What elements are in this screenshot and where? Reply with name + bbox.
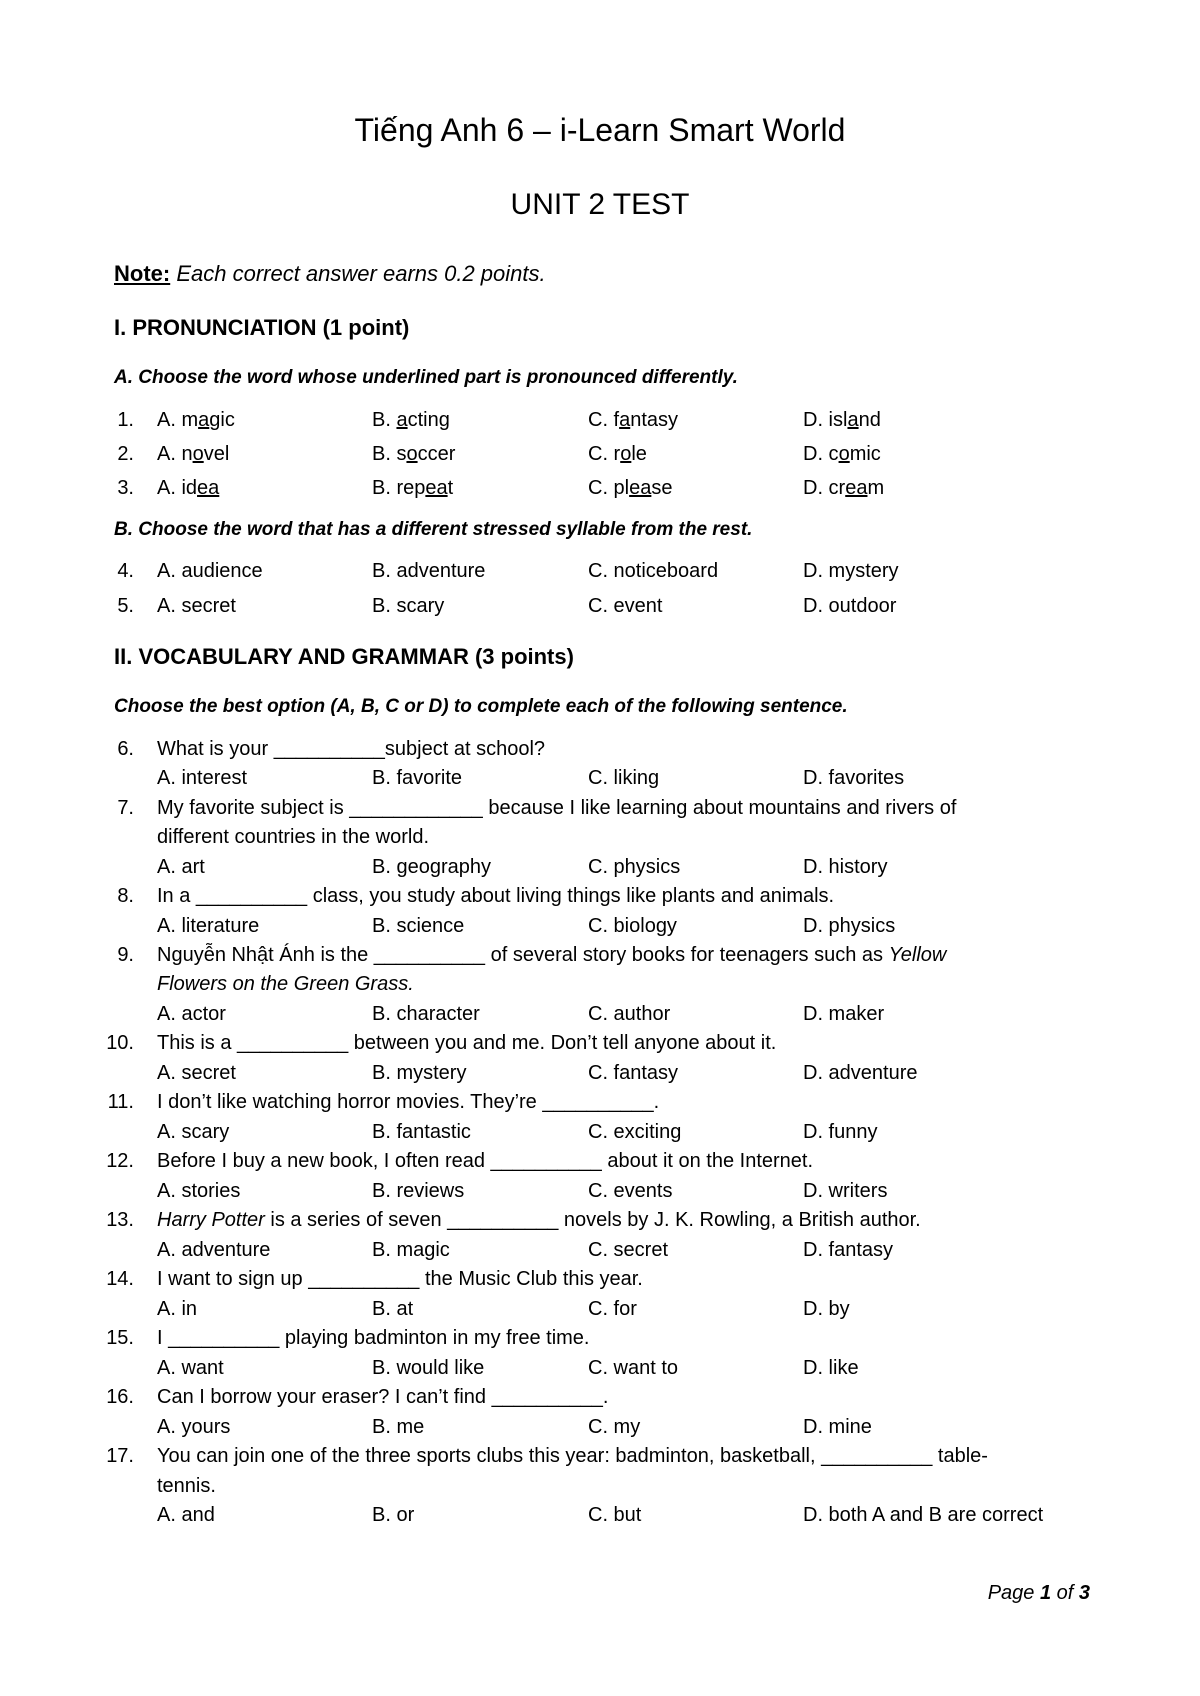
question-text: Before I buy a new book, I often read __________ about it on the Internet.: [157, 1150, 814, 1172]
question-stem: [0, 738, 1200, 766]
option-a: A. literature: [157, 915, 260, 937]
option-c: C. role: [588, 443, 647, 465]
option-a: A. yours: [157, 1416, 231, 1438]
question-text: different countries in the world.: [157, 826, 430, 848]
test-title: UNIT 2 TEST: [510, 188, 690, 221]
option-a: A. idea: [157, 477, 220, 499]
option-c: C. events: [588, 1180, 673, 1202]
option-d: D. history: [803, 856, 888, 878]
question-row: [0, 409, 1200, 437]
option-d: D. maker: [803, 1003, 885, 1025]
option-d: D. mine: [803, 1416, 872, 1438]
options-row: [0, 1062, 1200, 1090]
option-d: D. favorites: [803, 767, 905, 789]
question-number: 9.: [117, 944, 134, 966]
option-d: D. funny: [803, 1121, 878, 1143]
note-text: Each correct answer earns 0.2 points.: [170, 261, 546, 286]
question-number: 3.: [117, 477, 134, 499]
option-a: A. secret: [157, 595, 236, 617]
option-b: B. science: [372, 915, 465, 937]
option-b: B. fantastic: [372, 1121, 471, 1143]
option-c: C. exciting: [588, 1121, 682, 1143]
question-number: 16.: [106, 1386, 134, 1408]
option-b: B. reviews: [372, 1180, 465, 1202]
option-a: A. magic: [157, 409, 235, 431]
question-stem-continued: [0, 973, 1200, 1001]
option-c: C. want to: [588, 1357, 679, 1379]
question-number: 12.: [106, 1150, 134, 1172]
question-number: 13.: [106, 1209, 134, 1231]
option-d: D. island: [803, 409, 881, 431]
option-d: D. by: [803, 1298, 850, 1320]
footer-current-page: 1: [1039, 1582, 1052, 1604]
option-b: B. favorite: [372, 767, 463, 789]
section-heading-vocabulary: II. VOCABULARY AND GRAMMAR (3 points): [114, 644, 574, 669]
footer-page-label: Page: [987, 1582, 1040, 1604]
option-a: A. secret: [157, 1062, 236, 1084]
options-row: [0, 1121, 1200, 1149]
option-a: A. scary: [157, 1121, 230, 1143]
question-stem: [0, 885, 1200, 913]
question-text: tennis.: [157, 1475, 216, 1497]
question-text: This is a __________ between you and me. Don’t tell anyone about it.: [157, 1032, 777, 1054]
question-row: [0, 477, 1200, 505]
question-number: 5.: [117, 595, 134, 617]
question-number: 11.: [107, 1091, 134, 1113]
question-number: 7.: [117, 797, 134, 819]
option-a: A. novel: [157, 443, 230, 465]
option-c: C. please: [588, 477, 673, 499]
options-row: [0, 1003, 1200, 1031]
question-stem: [0, 797, 1200, 825]
option-c: C. biology: [588, 915, 677, 937]
instruction-part-b: B. Choose the word that has a different stressed syllable from the rest.: [114, 519, 753, 540]
section-heading-pronunciation: I. PRONUNCIATION (1 point): [114, 315, 410, 340]
question-stem: [0, 1091, 1200, 1119]
question-text: My favorite subject is ____________ because I like learning about mountains and rivers of: [157, 797, 957, 819]
question-number: 2.: [117, 443, 134, 465]
question-stem: [0, 1209, 1200, 1237]
option-c: C. fantasy: [588, 1062, 679, 1084]
question-stem: [0, 1150, 1200, 1178]
option-d: D. cream: [803, 477, 885, 499]
instruction-part-a: A. Choose the word whose underlined part is pronounced differently.: [114, 367, 738, 388]
option-c: C. author: [588, 1003, 671, 1025]
question-stem: [0, 1386, 1200, 1414]
option-d: D. fantasy: [803, 1239, 894, 1261]
option-a: A. in: [157, 1298, 198, 1320]
option-b: B. scary: [372, 595, 445, 617]
options-row: [0, 856, 1200, 884]
question-text: I don’t like watching horror movies. They’re __________.: [157, 1091, 660, 1113]
note: [114, 261, 546, 287]
options-row: [0, 1504, 1200, 1532]
question-text: Can I borrow your eraser? I can’t find __________.: [157, 1386, 609, 1408]
option-a: A. audience: [157, 560, 263, 582]
question-number: 6.: [117, 738, 134, 760]
option-a: A. and: [157, 1504, 215, 1526]
page-footer: [988, 1582, 1090, 1605]
question-row: [0, 443, 1200, 471]
option-b: B. magic: [372, 1239, 450, 1261]
option-a: A. stories: [157, 1180, 241, 1202]
option-a: A. art: [157, 856, 205, 878]
option-c: C. secret: [588, 1239, 669, 1261]
option-d: D. writers: [803, 1180, 888, 1202]
option-d: D. adventure: [803, 1062, 918, 1084]
options-row: [0, 1298, 1200, 1326]
option-d: D. both A and B are correct: [803, 1504, 1044, 1526]
question-text: I __________ playing badminton in my free time.: [157, 1327, 590, 1349]
question-text: You can join one of the three sports clubs this year: badminton, basketball, __________ table-: [157, 1445, 988, 1467]
question-row: [0, 595, 1200, 623]
option-b: B. mystery: [372, 1062, 467, 1084]
note-label: Note:: [114, 261, 171, 286]
question-number: 17.: [106, 1445, 134, 1467]
option-c: C. my: [588, 1416, 641, 1438]
option-a: A. interest: [157, 767, 248, 789]
option-b: B. geography: [372, 856, 491, 878]
question-stem-continued: [0, 1475, 1200, 1503]
question-number: 15.: [106, 1327, 134, 1349]
option-b: B. would like: [372, 1357, 485, 1379]
option-c: C. noticeboard: [588, 560, 719, 582]
question-text: Flowers on the Green Grass.: [157, 973, 414, 995]
question-text: Harry Potter is a series of seven __________ novels by J. K. Rowling, a British author.: [157, 1209, 921, 1231]
footer-of-label: of: [1051, 1582, 1079, 1604]
question-stem: [0, 1327, 1200, 1355]
question-stem: [0, 1032, 1200, 1060]
options-row: [0, 1357, 1200, 1385]
options-row: [0, 915, 1200, 943]
option-b: B. or: [372, 1504, 415, 1526]
question-stem: [0, 1445, 1200, 1473]
option-d: D. outdoor: [803, 595, 897, 617]
option-b: B. adventure: [372, 560, 486, 582]
option-d: D. mystery: [803, 560, 899, 582]
question-number: 10.: [106, 1032, 134, 1054]
option-c: C. event: [588, 595, 663, 617]
options-row: [0, 1416, 1200, 1444]
question-number: 1.: [117, 409, 134, 431]
footer-total-pages: 3: [1078, 1582, 1090, 1604]
options-row: [0, 1239, 1200, 1267]
option-d: D. like: [803, 1357, 859, 1379]
option-b: B. soccer: [372, 443, 456, 465]
option-c: C. fantasy: [588, 409, 679, 431]
option-b: B. me: [372, 1416, 425, 1438]
option-d: D. comic: [803, 443, 881, 465]
question-text: What is your __________subject at school?: [157, 738, 546, 760]
option-a: A. want: [157, 1357, 224, 1379]
options-row: [0, 1180, 1200, 1208]
page-title: Tiếng Anh 6 – i-Learn Smart World: [354, 112, 846, 148]
question-stem-continued: [0, 826, 1200, 854]
question-number: 14.: [106, 1268, 134, 1290]
option-a: A. adventure: [157, 1239, 271, 1261]
option-b: B. at: [372, 1298, 414, 1320]
option-c: C. physics: [588, 856, 681, 878]
option-a: A. actor: [157, 1003, 226, 1025]
question-text: Nguyễn Nhật Ánh is the __________ of several story books for teenagers such as Yellow: [157, 944, 947, 966]
options-row: [0, 767, 1200, 795]
question-number: 8.: [117, 885, 134, 907]
option-c: C. for: [588, 1298, 637, 1320]
option-b: B. repeat: [372, 477, 454, 499]
option-d: D. physics: [803, 915, 896, 937]
question-text: I want to sign up __________ the Music Club this year.: [157, 1268, 643, 1290]
question-text: In a __________ class, you study about living things like plants and animals.: [157, 885, 835, 907]
question-stem: [0, 944, 1200, 972]
option-c: C. but: [588, 1504, 642, 1526]
instruction-vocabulary: Choose the best option (A, B, C or D) to complete each of the following sentence.: [114, 696, 848, 717]
question-stem: [0, 1268, 1200, 1296]
option-b: B. character: [372, 1003, 480, 1025]
question-row: [0, 560, 1200, 588]
question-number: 4.: [117, 560, 134, 582]
option-b: B. acting: [372, 409, 450, 431]
option-c: C. liking: [588, 767, 660, 789]
